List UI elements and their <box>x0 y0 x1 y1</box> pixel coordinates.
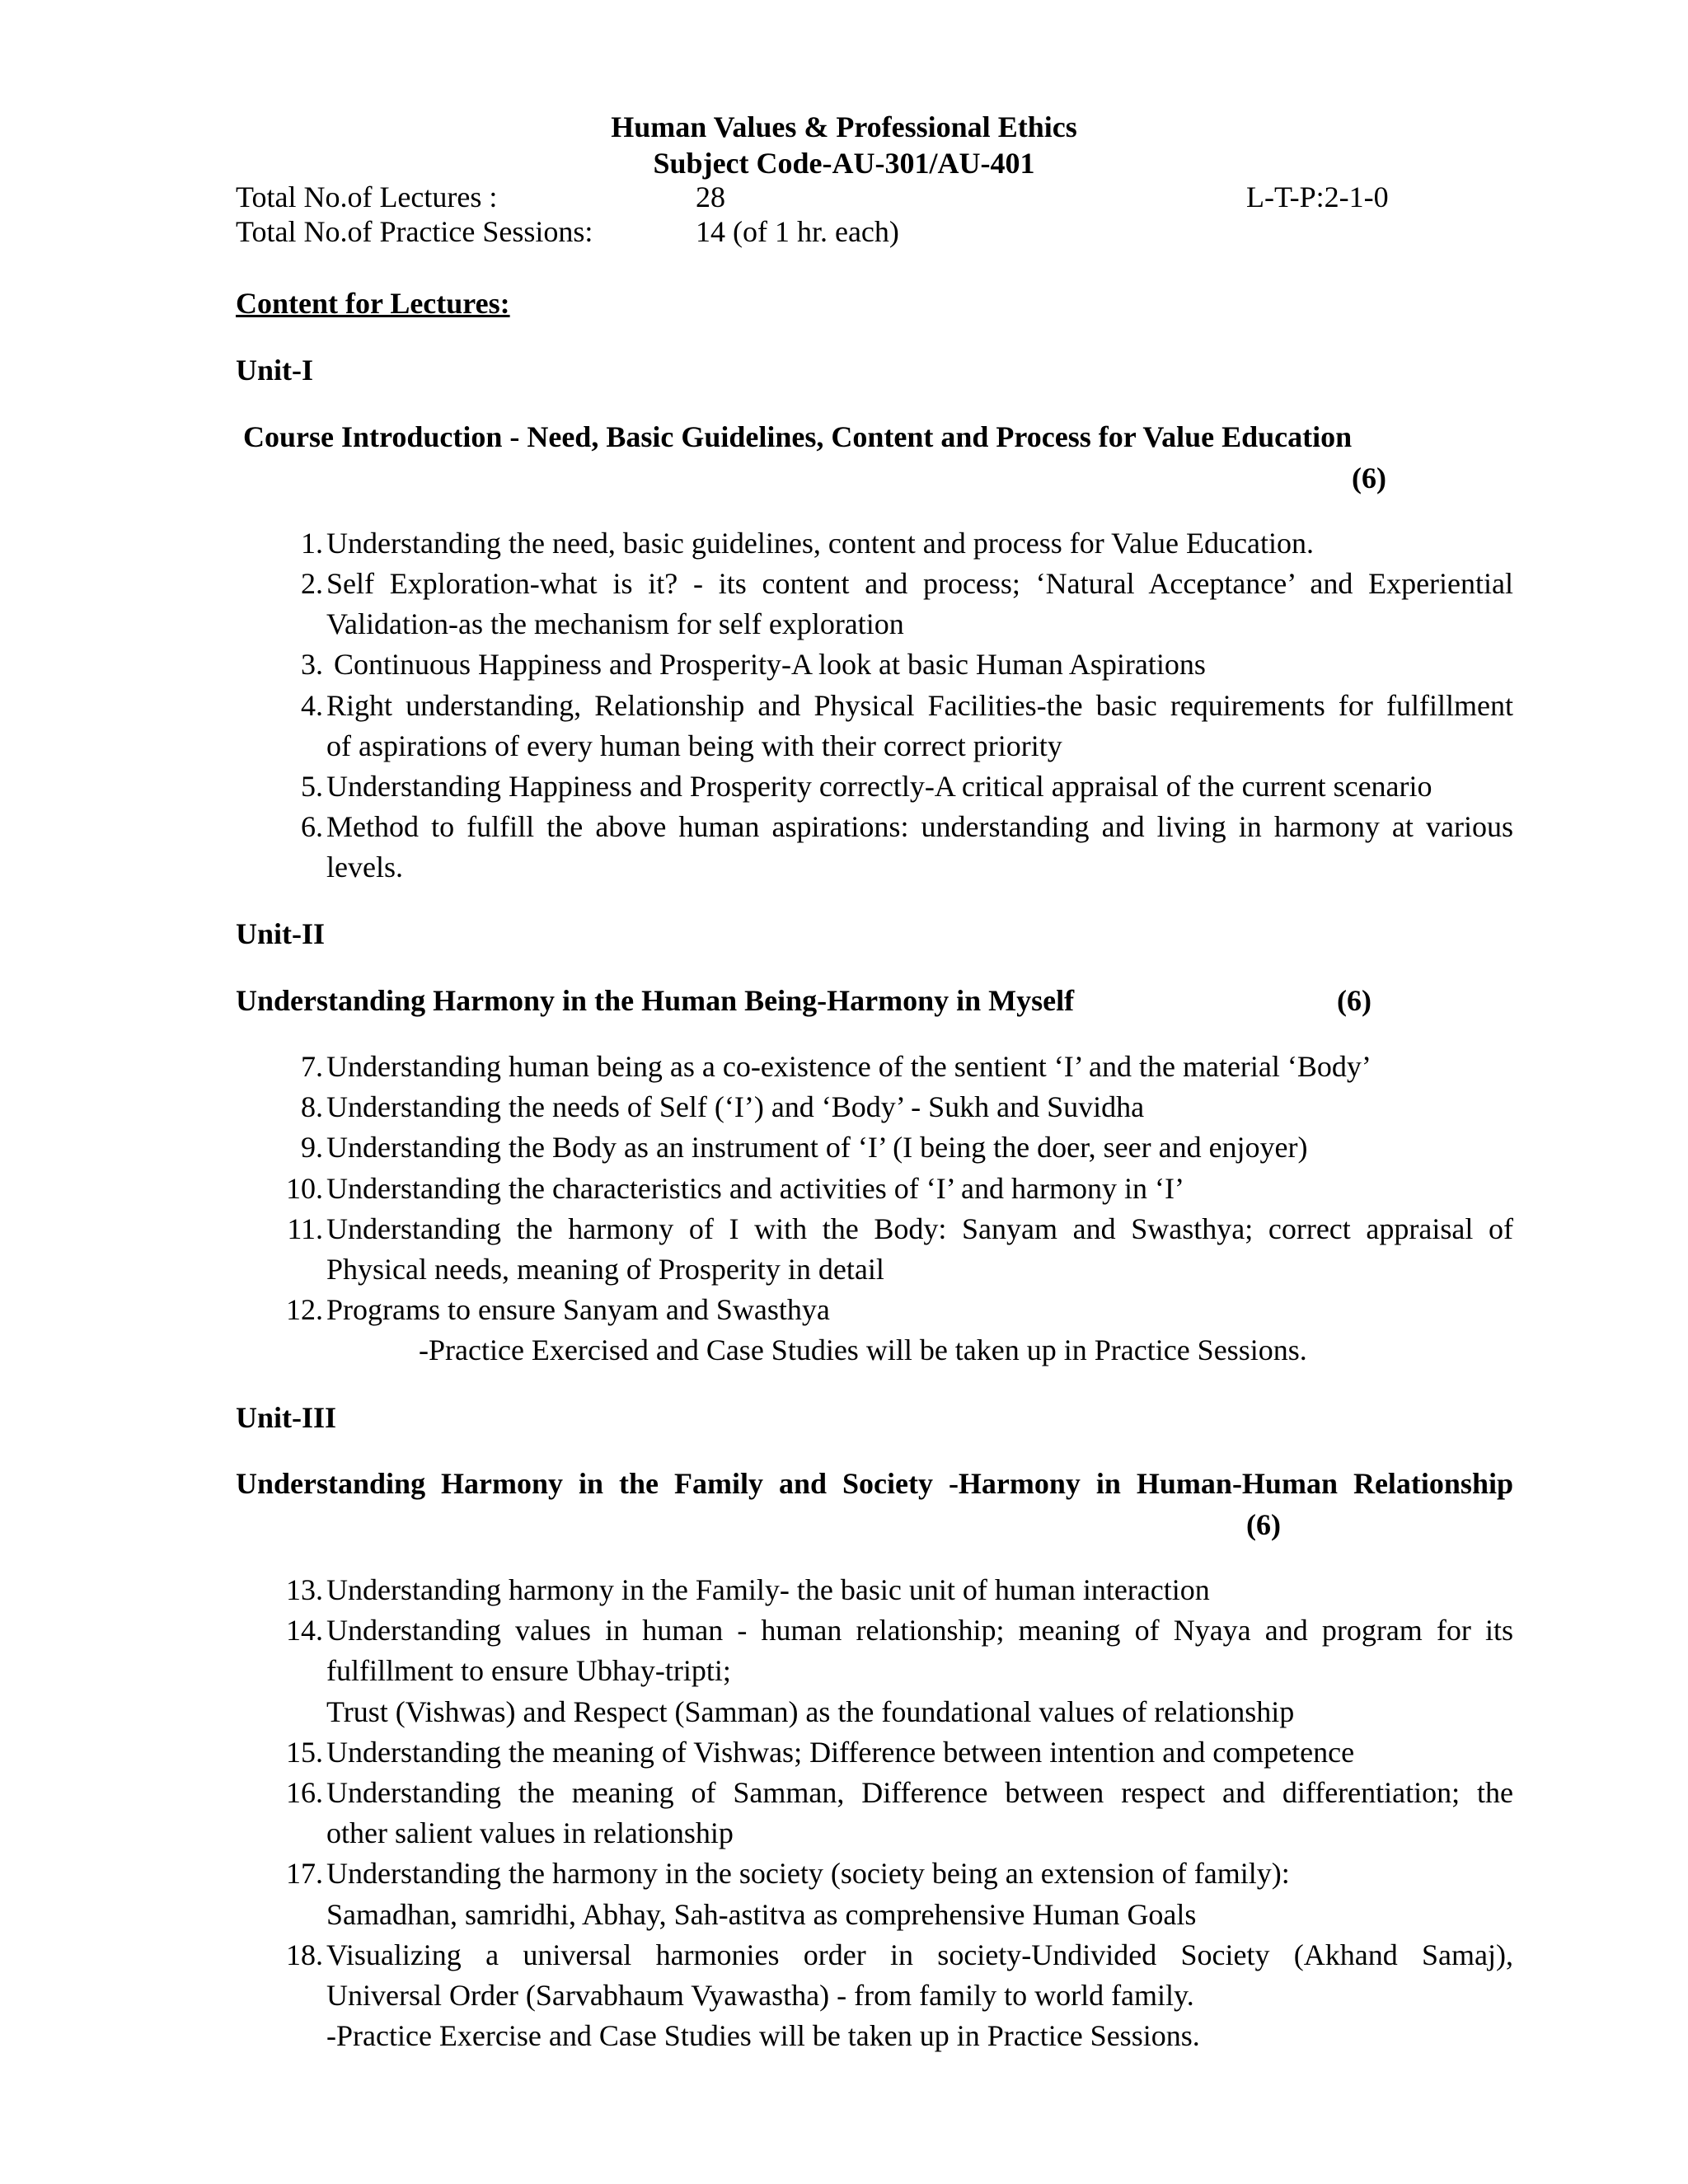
unit3-title: Understanding Harmony in the Family and Society -Harmony in Human-Human Relationship <box>236 1467 1513 1500</box>
unit2-hours: (6) <box>1337 984 1372 1017</box>
list-item: Understanding human being as a co-existence of the sentient ‘I’ and the material ‘Body’ <box>326 1050 1372 1083</box>
list-item-continuation: -Practice Exercise and Case Studies will be taken up in Practice Sessions. <box>326 2019 1200 2052</box>
list-item: Right understanding, Relationship and Physical Facilities-the basic requirements for fulfillment <box>326 689 1513 722</box>
list-item-number: 13. <box>286 1573 323 1606</box>
content-heading: Content for Lectures: <box>236 287 510 320</box>
list-item-number: 18. <box>286 1938 323 1971</box>
list-item-continuation: Physical needs, meaning of Prosperity in detail <box>326 1253 884 1286</box>
list-item: Understanding the meaning of Vishwas; Difference between intention and competence <box>326 1736 1355 1769</box>
list-item-continuation: fulfillment to ensure Ubhay-tripti; <box>326 1654 731 1687</box>
list-item-number: 12. <box>286 1293 323 1326</box>
list-item-number: 3. <box>301 648 323 681</box>
list-item-number: 11. <box>287 1212 323 1245</box>
list-item: Understanding values in human - human relationship; meaning of Nyaya and program for its <box>326 1614 1513 1647</box>
list-item-number: 9. <box>301 1131 323 1164</box>
subject-code: Subject Code-AU-301/AU-401 <box>653 147 1035 180</box>
list-item-continuation: Validation-as the mechanism for self exploration <box>326 607 904 640</box>
list-item-number: 6. <box>301 810 323 843</box>
list-item: Understanding the meaning of Samman, Difference between respect and differentiation; the <box>326 1776 1513 1809</box>
list-item: Visualizing a universal harmonies order in society-Undivided Society (Akhand Samaj), <box>326 1938 1513 1971</box>
list-item-number: 15. <box>286 1736 323 1769</box>
unit1-label: Unit-I <box>236 354 314 387</box>
list-item: Understanding Happiness and Prosperity correctly-A critical appraisal of the current scenario <box>326 770 1432 803</box>
unit2-label: Unit-II <box>236 917 326 950</box>
list-item: Understanding the Body as an instrument of ‘I’ (I being the doer, seer and enjoyer) <box>326 1131 1308 1164</box>
practice-value: 14 (of 1 hr. each) <box>696 215 899 248</box>
list-item: Programs to ensure Sanyam and Swasthya <box>326 1293 830 1326</box>
practice-label: Total No.of Practice Sessions: <box>236 215 593 248</box>
list-item-continuation: levels. <box>326 851 403 883</box>
lectures-value: 28 <box>696 180 725 213</box>
list-item-number: 14. <box>286 1614 323 1647</box>
lectures-label: Total No.of Lectures : <box>236 180 498 213</box>
list-item-continuation: other salient values in relationship <box>326 1816 734 1849</box>
unit3-hours: (6) <box>1246 1508 1281 1541</box>
list-item-continuation: Universal Order (Sarvabhaum Vyawastha) - from family to world family. <box>326 1979 1194 2012</box>
list-item-number: 10. <box>286 1172 323 1205</box>
list-item-number: 7. <box>301 1050 323 1083</box>
list-item-number: 17. <box>286 1857 323 1890</box>
list-item: Understanding the characteristics and activities of ‘I’ and harmony in ‘I’ <box>326 1172 1184 1205</box>
ltp-value: L-T-P:2-1-0 <box>1246 180 1389 213</box>
list-item: Understanding the harmony in the society (society being an extension of family): <box>326 1857 1290 1890</box>
list-item-number: 2. <box>301 567 323 600</box>
unit3-label: Unit-III <box>236 1401 337 1434</box>
list-item-continuation: Samadhan, samridhi, Abhay, Sah-astitva as comprehensive Human Goals <box>326 1898 1197 1931</box>
unit2-title: Understanding Harmony in the Human Being-Harmony in Myself <box>236 984 1075 1017</box>
list-item-continuation: of aspirations of every human being with their correct priority <box>326 729 1062 762</box>
list-item-continuation: Trust (Vishwas) and Respect (Samman) as the foundational values of relationship <box>326 1695 1295 1728</box>
list-item: Continuous Happiness and Prosperity-A look at basic Human Aspirations <box>326 648 1206 681</box>
course-title: Human Values & Professional Ethics <box>611 110 1077 143</box>
unit2-practice-note: -Practice Exercised and Case Studies will be taken up in Practice Sessions. <box>419 1333 1307 1366</box>
list-item-number: 8. <box>301 1090 323 1123</box>
list-item-number: 4. <box>301 689 323 722</box>
list-item: Understanding harmony in the Family- the basic unit of human interaction <box>326 1573 1210 1606</box>
list-item-number: 5. <box>301 770 323 803</box>
unit1-title: Course Introduction - Need, Basic Guidelines, Content and Process for Value Education <box>243 420 1353 453</box>
list-item: Method to fulfill the above human aspirations: understanding and living in harmony at various <box>326 810 1513 843</box>
list-item-number: 16. <box>286 1776 323 1809</box>
list-item-number: 1. <box>301 527 323 560</box>
unit1-hours: (6) <box>1352 462 1386 494</box>
list-item: Understanding the needs of Self (‘I’) and ‘Body’ - Sukh and Suvidha <box>326 1090 1145 1123</box>
list-item: Understanding the harmony of I with the Body: Sanyam and Swasthya; correct appraisal of <box>326 1212 1513 1245</box>
list-item: Self Exploration-what is it? - its content and process; ‘Natural Acceptance’ and Experiential <box>326 567 1513 600</box>
list-item: Understanding the need, basic guidelines, content and process for Value Education. <box>326 527 1314 560</box>
